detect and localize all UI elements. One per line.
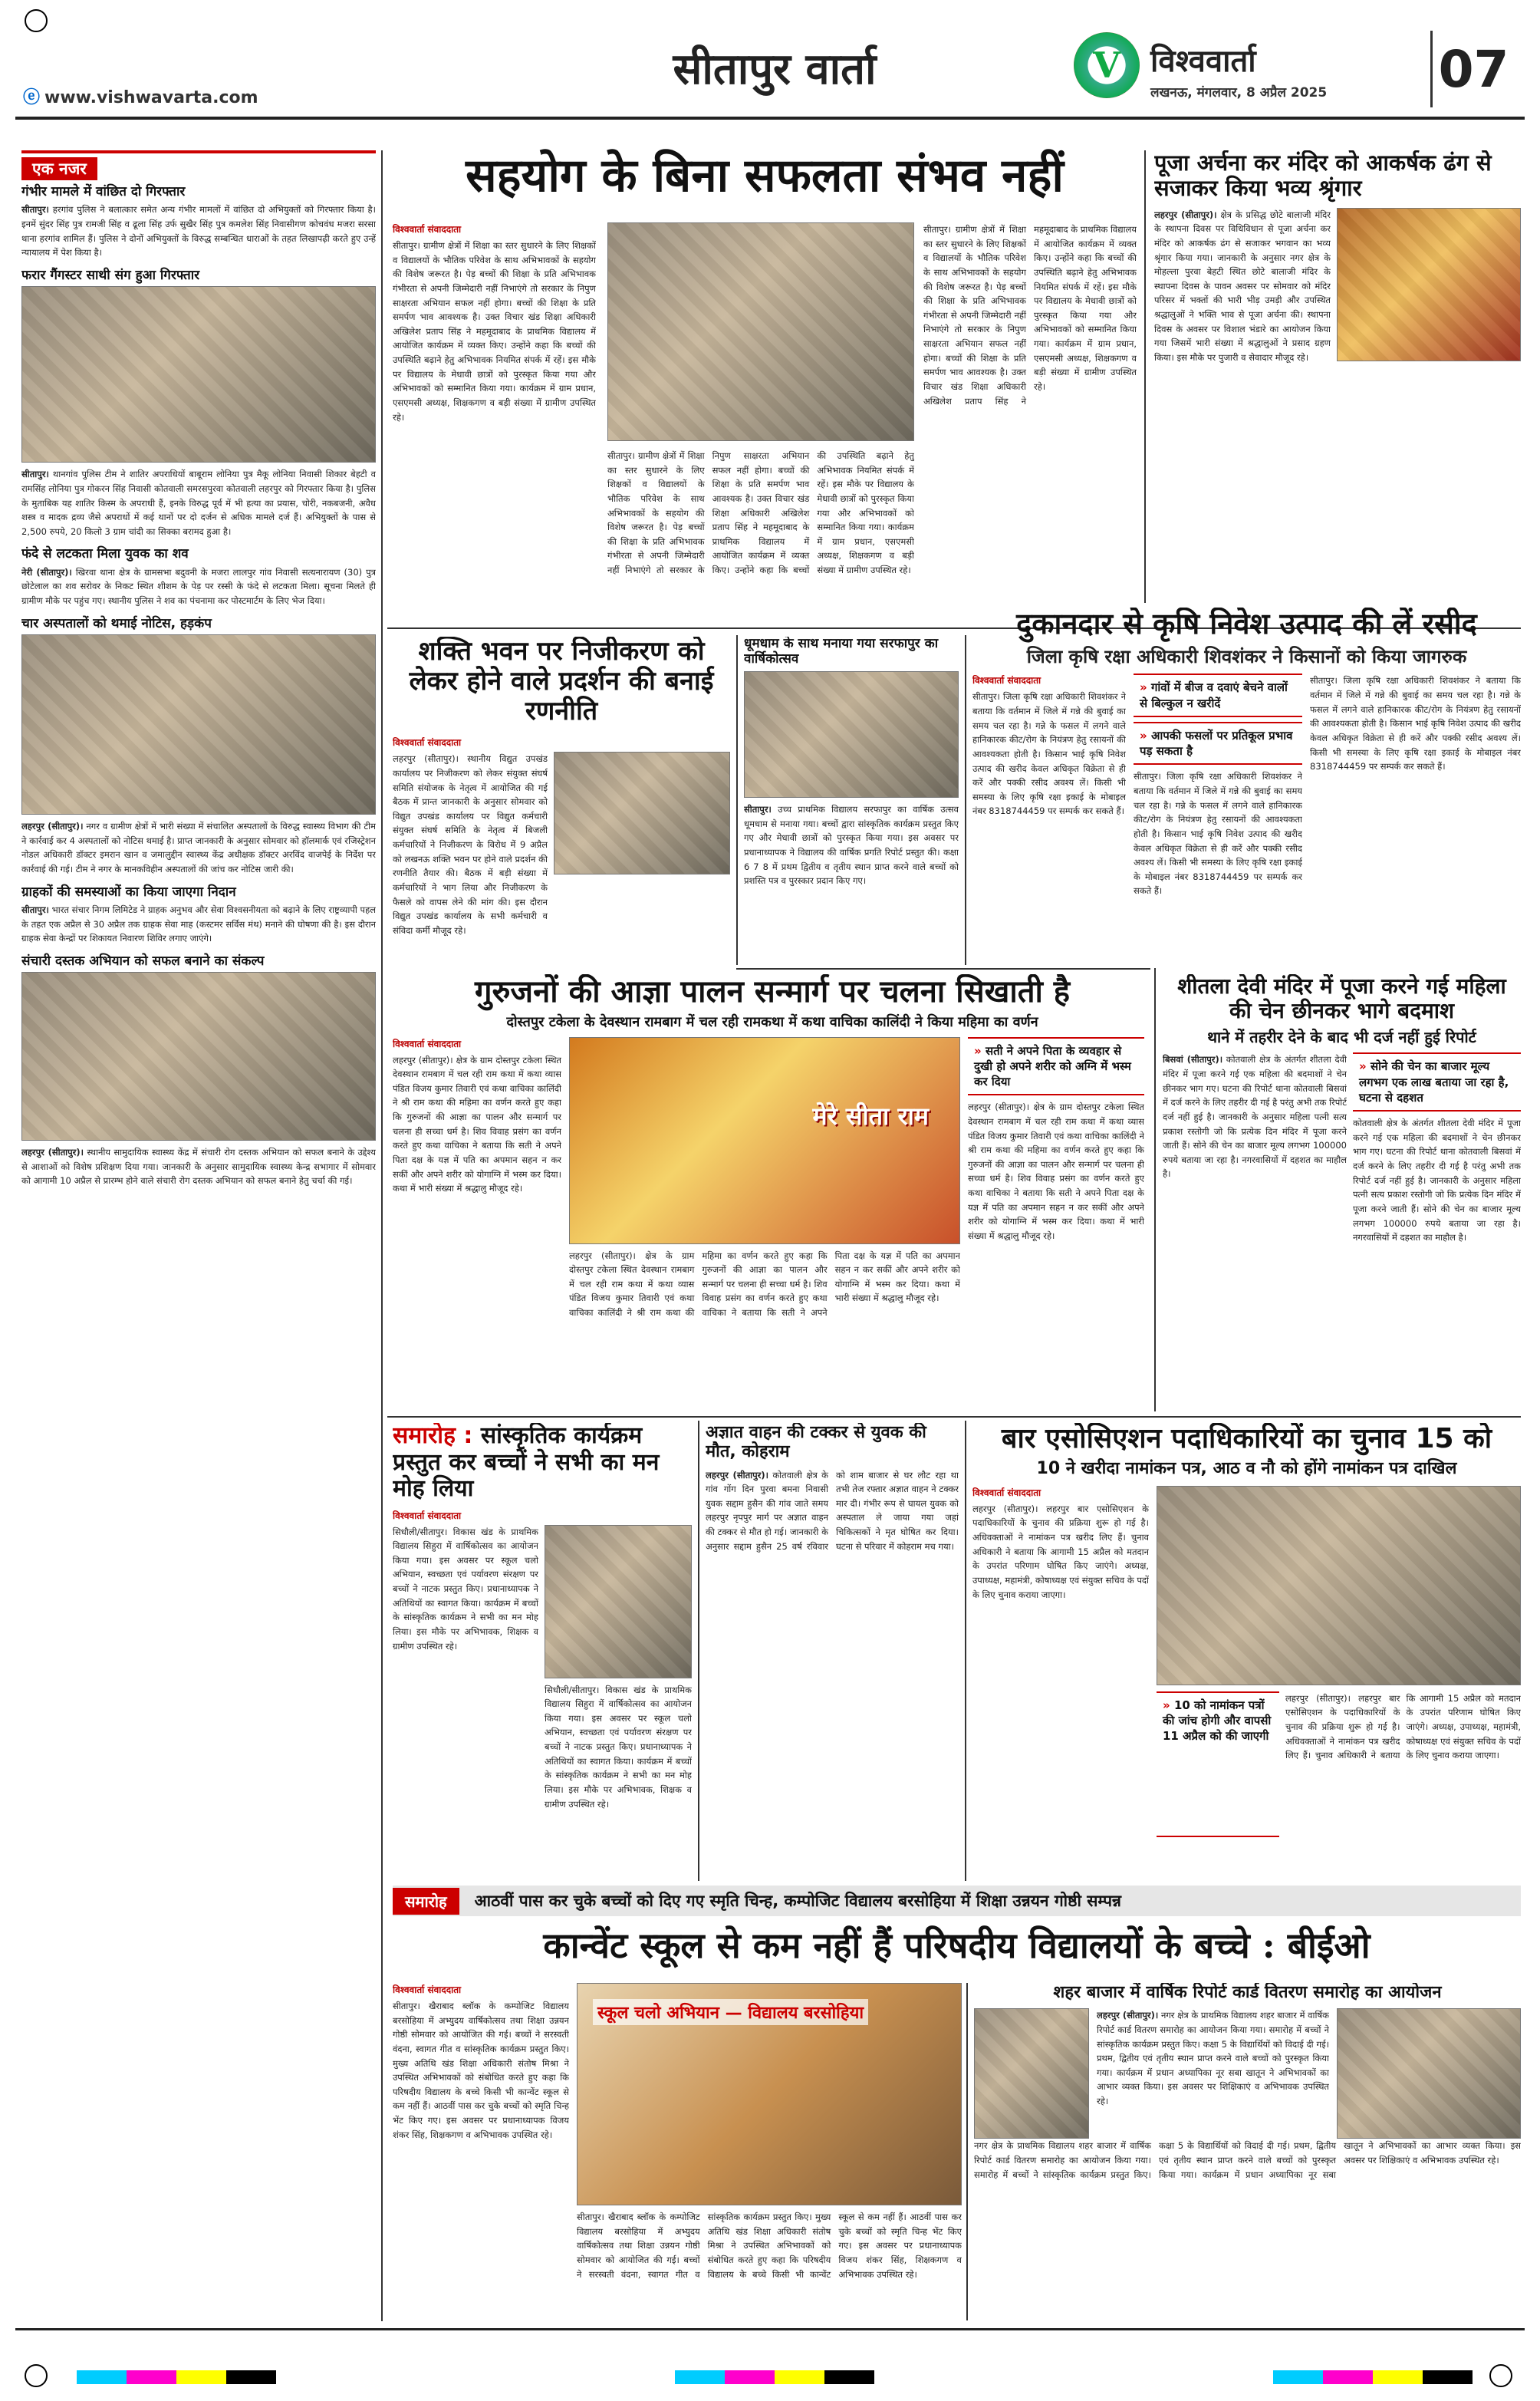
column-rule <box>736 635 738 965</box>
article-body: नगर व ग्रामीण क्षेत्रों में भारी संख्या में संचालित अस्पतालों के विरुद्ध स्वास्थ्य विभाग की टीम ने कार्रवाई कर 4 अस्पतालों को नोटिस थमाई है। प्राप्त जानकारी के अनुसार सोमवार को हॉलमार्क एवं रजिस्ट्रेशन नोडल अधिकारी डॉक्टर इमरान खान व जमालुद्दीन स्वास्थ्य केंद्र अधीक्षक डॉक्टर अरविंद वाजपेई के निर्देश पर कार्रवाई की गई। टीम ने नगर के मानकविहीन अस्पतालों की जांच कर नोटिस जारी की। <box>21 821 376 874</box>
shahar-headline: शहर बाजार में वार्षिक रिपोर्ट कार्ड वितरण समारोह का आयोजन <box>1053 1983 1442 2002</box>
section-title: सीतापुर वार्ता <box>673 44 877 94</box>
article-body-cont: लहरपुर (सीतापुर)। लहरपुर बार एसोसिएशन के पदाधिकारियों के चुनाव की प्रक्रिया शुरू हो गई है। अधिवक्ताओं ने नामांकन पत्र खरीद लिए हैं। चुनाव अधिकारी ने बताया कि आगामी 15 अप्रैल को मतदान के उपरांत परिणाम घोषित किए जाएंगे। अध्यक्ष, उपाध्यक्ष, महामंत्री, कोषाध्यक्ष एवं संयुक्त सचिव के पदों के लिए चुनाव कराया जाएगा। <box>1285 1692 1521 1761</box>
strip-text: आठवीं पास कर चुके बच्चों को दिए गए स्मृति चिन्ह, कम्पोजिट विद्यालय बरसोहिया में शिक्षा उन्नयन गोष्ठी सम्पन्न <box>474 1892 1122 1910</box>
section-rule <box>736 968 1150 970</box>
sheetla-subhead: थाने में तहरीर देने के बाद भी दर्ज नहीं हुई रिपोर्ट <box>1207 1028 1476 1047</box>
lead-article <box>393 222 1137 621</box>
sidebar-header: एक नजर <box>21 150 376 179</box>
sidebar-item-title: गंभीर मामले में वांछित दो गिरफ्तार <box>21 184 186 199</box>
dateline: लहरपुर (सीतापुर)। <box>21 1147 84 1158</box>
article-body-cont: कोतवाली क्षेत्र के अंतर्गत शीतला देवी मंदिर में पूजा करने गई एक महिला की बदमाशों ने चेन छीनकर भाग गए। घटना की रिपोर्ट थाना कोतवाली बिसवां में दर्ज करने के लिए तहरीर दी गई है परंतु अभी तक रिपोर्ट दर्ज नहीं हुई है। जानकारी के अनुसार महिला पत्नी सत्य प्रकाश रस्तोगी जो कि प्रत्येक दिन मंदिर में पूजा करने जाती हैं। सोने की चेन का बाजार मूल्य लगभग 100000 रुपये बताया जा रहा है। नगरवासियों में दहशत का माहौल है। <box>1353 1118 1521 1243</box>
sheetla-headline: शीतला देवी मंदिर में पूजा करने गई महिला की चेन छीनकर भागे बदमाश <box>1177 974 1506 1024</box>
article-body: कोतवाली क्षेत्र के अंतर्गत शीतला देवी मंदिर में पूजा करने गई एक महिला की बदमाशों ने चेन छीनकर भाग गए। घटना की रिपोर्ट थाना कोतवाली बिसवां में दर्ज करने के लिए तहरीर दी गई है परंतु अभी तक रिपोर्ट दर्ज नहीं हुई है। जानकारी के अनुसार महिला पत्नी सत्य प्रकाश रस्तोगी जो कि प्रत्येक दिन मंदिर में पूजा करने जाती हैं। सोने की चेन का बाजार मूल्य लगभग 100000 रुपये बताया जा रहा है। नगरवासियों में दहशत का माहौल है। <box>1163 1054 1347 1180</box>
sheetla-article <box>1163 974 1521 1411</box>
color-bar-left <box>77 2370 276 2384</box>
photo-report-card <box>974 2008 1089 2139</box>
photo-hospital <box>21 634 376 815</box>
column-rule <box>1144 150 1146 603</box>
article-body-cont: लहरपुर (सीतापुर)। क्षेत्र के ग्राम दोस्तपुर टकेला स्थित देवस्थान रामबाग में चल रही राम कथा में कथा व्यास पंडित विजय कुमार तिवारी एवं कथा वाचिका कालिंदी ने श्री राम कथा की महिमा का वर्णन करते हुए कहा कि गुरुजनों की आज्ञा का पालन और सन्मार्ग पर चलना ही सच्चा धर्म है। शिव विवाह प्रसंग का वर्णन करते हुए कथा वाचिका ने बताया कि सती ने अपने पिता दक्ष के यज्ञ में पति का अपमान सहन न कर सकीं और अपने शरीर को योगाग्नि में भस्म कर दिया। कथा में भारी संख्या में श्रद्धालु मौजूद रहे। <box>569 1250 960 1319</box>
globe-icon: ⓔ <box>23 88 41 107</box>
article-body-cont: सीतापुर। खैराबाद ब्लॉक के कम्पोजिट विद्यालय बरसोहिया में अभ्युदय वार्षिकोत्सव तथा शिक्षा उन्नयन गोष्ठी सोमवार को आयोजित की गई। बच्चों ने सरस्वती वंदना, स्वागत गीत व सांस्कृतिक कार्यक्रम प्रस्तुत किए। मुख्य अतिथि खंड शिक्षा अधिकारी संतोष मिश्रा ने उपस्थित अभिभावकों को संबोधित करते हुए कहा कि परिषदीय विद्यालय के बच्चे किसी भी कान्वेंट स्कूल से कम नहीं हैं। आठवीं पास कर चुके बच्चों को स्मृति चिन्ह भेंट किए गए। इस अवसर पर प्रधानाध्यापक विजय शंकर सिंह, शिक्षकगण व अभिभावक उपस्थित रहे। <box>577 2212 962 2280</box>
convent-article <box>393 1983 962 2320</box>
dateline: सीतापुर। <box>21 204 49 216</box>
article-body-cont: सिधौली/सीतापुर। विकास खंड के प्राथमिक विद्यालय सिहुरा में वार्षिकोत्सव का आयोजन किया गया। इस अवसर पर स्कूल चलो अभियान, स्वच्छता एवं पर्यावरण संरक्षण पर बच्चों ने नाटक प्रस्तुत किए। प्रधानाध्यापक ने अतिथियों का स्वागत किया। कार्यक्रम में बच्चों के सांस्कृतिक कार्यक्रम ने सभी का मन मोह लिया। इस मौके पर अभिभावक, शिक्षक व ग्रामीण उपस्थित रहे। <box>545 1684 692 1810</box>
sidebar-item-title: संचारी दस्तक अभियान को सफल बनाने का संकल्प <box>21 953 265 969</box>
banner-text: स्कूल चलो अभियान — विद्यालय बरसोहिया <box>593 1999 868 2025</box>
sidebar-item-title: फरार गैंगस्टर साथी संग हुआ गिरफ्तार <box>21 267 200 283</box>
article-body: सीतापुर। जिला कृषि रक्षा अधिकारी शिवशंकर ने बताया कि वर्तमान में जिले में गन्ने की बुवाई का समय चल रहा है। गन्ने के फसल में लगने वाले हानिकारक कीट/रोग के नियंत्रण हेतु रसायनों की आवश्यकता होती है। किसान भाई कृषि निवेश उत्पाद की खरीद केवल अधिकृत विक्रेता से ही करें और पक्की रसीद अवश्य लें। किसी भी समस्या के लिए कृषि रक्षा इकाई के मोबाइल नंबर 8318744459 पर सम्पर्क कर सकते हैं। <box>972 691 1126 817</box>
registration-mark-right <box>1488 2363 1515 2390</box>
article-body: स्थानीय सामुदायिक स्वास्थ्य केंद्र में संचारी रोग दस्तक अभियान को सफल बनाने के उद्देश्य से आशाओं को विशेष प्रशिक्षण दिया गया। जानकारी के अनुसार सामुदायिक स्वास्थ्य केन्द्र सभागार में सोमवार को आगामी 10 अप्रैल से प्रारम्भ होने वाले संचारी रोग दस्तक अभियान को सफल बनाने हेतु चर्चा की गई। <box>21 1147 376 1187</box>
sidebar-item-title: चार अस्पतालों को थमाई नोटिस, हड़कंप <box>21 615 212 631</box>
article-body: सिधौली/सीतापुर। विकास खंड के प्राथमिक विद्यालय सिहुरा में वार्षिकोत्सव का आयोजन किया गया। इस अवसर पर स्कूल चलो अभियान, स्वच्छता एवं पर्यावरण संरक्षण पर बच्चों ने नाटक प्रस्तुत किए। प्रधानाध्यापक ने अतिथियों का स्वागत किया। कार्यक्रम में बच्चों के सांस्कृतिक कार्यक्रम ने सभी का मन मोह लिया। इस मौके पर अभिभावक, शिक्षक व ग्रामीण उपस्थित रहे। <box>393 1526 538 1652</box>
brand-name: विश्ववार्ता <box>1150 44 1256 79</box>
convent-headline: कान्वेंट स्कूल से कम नहीं हैं परिषदीय विद्यालयों के बच्चे : बीईओ <box>543 1925 1371 1966</box>
column-rule <box>965 635 966 965</box>
byline: विश्ववार्ता संवाददाता <box>393 1038 462 1049</box>
pull-quote: » सती ने अपने पिता के व्यवहार से दुखी हो अपने शरीर को अग्नि में भस्म कर दिया <box>968 1037 1144 1096</box>
krishi-article <box>972 608 1521 965</box>
photo-ramkatha <box>569 1037 960 1244</box>
article-body-cont: सीतापुर। ग्रामीण क्षेत्रों में शिक्षा का स्तर सुधारने के लिए शिक्षकों व विद्यालयों के भौतिक परिवेश के साथ अभिभावकों के सहयोग की विशेष जरूरत है। पेड़ बच्चों की शिक्षा के प्रति अभिभावक गंभीरता से अपनी जिम्मेदारी नहीं निभाएंगे तो सरकार के निपुण साक्षरता अभियान सफल नहीं होगा। बच्चों की शिक्षा के प्रति समर्पण भाव आवश्यक है। उक्त विचार खंड शिक्षा अधिकारी अखिलेश प्रताप सिंह ने महमूदाबाद के प्राथमिक विद्यालय में आयोजित कार्यक्रम में व्यक्त किए। उन्होंने कहा कि बच्चों की उपस्थिति बढ़ाने हेतु अभिभावक नियमित संपर्क में रहें। इस मौके पर विद्यालय के मेधावी छात्रों को पुरस्कृत किया गया और अभिभावकों को सम्मानित किया गया। कार्यक्रम में ग्राम प्रधान, एसएमसी अध्यक्ष, शिक्षकगण व बड़ी संख्या में ग्रामीण उपस्थित रहे। <box>607 450 914 575</box>
varshik-article <box>744 637 959 967</box>
byline: विश्ववार्ता संवाददाता <box>972 675 1041 687</box>
guru-headline: गुरुजनों की आज्ञा पालन सन्मार्ग पर चलना सिखाती है <box>474 974 1071 1009</box>
bar-subhead: 10 ने खरीदा नामांकन पत्र, आठ व नौ को होंगे नामांकन पत्र दाखिल <box>1036 1459 1457 1479</box>
dateline: सीतापुर। <box>744 804 772 815</box>
article-body: सीतापुर। ग्रामीण क्षेत्रों में शिक्षा का स्तर सुधारने के लिए शिक्षकों व विद्यालयों के भौतिक परिवेश के साथ अभिभावकों के सहयोग की विशेष जरूरत है। पेड़ बच्चों की शिक्षा के प्रति अभिभावक गंभीरता से अपनी जिम्मेदारी नहीं निभाएंगे तो सरकार के निपुण साक्षरता अभियान सफल नहीं होगा। बच्चों की शिक्षा के प्रति समर्पण भाव आवश्यक है। उक्त विचार खंड शिक्षा अधिकारी अखिलेश प्रताप सिंह ने महमूदाबाद के प्राथमिक विद्यालय में आयोजित कार्यक्रम में व्यक्त किए। उन्होंने कहा कि बच्चों की उपस्थिति बढ़ाने हेतु अभिभावक नियमित संपर्क में रहें। इस मौके पर विद्यालय के मेधावी छात्रों को पुरस्कृत किया गया और अभिभावकों को सम्मानित किया गया। कार्यक्रम में ग्राम प्रधान, एसएमसी अध्यक्ष, शिक्षकगण व बड़ी संख्या में ग्रामीण उपस्थित रहे। <box>393 240 596 423</box>
dateline: लहरपुर (सीतापुर)। <box>1154 209 1217 220</box>
column-rule <box>1154 968 1156 1411</box>
registration-mark-bottom <box>23 2363 51 2390</box>
photo-temple <box>1337 208 1521 361</box>
masthead-rule <box>15 117 1525 120</box>
byline: विश्ववार्ता संवाददाता <box>393 224 462 235</box>
sidebar-item <box>21 546 376 608</box>
photo-meeting <box>554 752 730 874</box>
banner-text: मेरे सीता राम <box>812 1101 929 1131</box>
logo-v-icon: V <box>1093 44 1120 86</box>
arrow-icon: » <box>1140 728 1147 743</box>
article-body: क्षेत्र के प्रसिद्ध छोटे बालाजी मंदिर के स्थापना दिवस पर विधिविधान से पूजा अर्चना कर मंदिर को आकर्षक ढंग से सजाकर भगवान का भव्य श्रृंगार किया गया। जानकारी के अनुसार नगर क्षेत्र के मोहल्ला पुरवा बेहटी स्थित छोटे बालाजी मंदिर के स्थापना दिवस के पावन अवसर पर सोमवार को मंदिर परिसर में भक्तों की भारी भीड़ उमड़ी और उपस्थित श्रद्धालुओं ने भक्ति भाव से पूजा अर्चना की। स्थापना दिवस के अवसर पर विशाल भंडारे का आयोजन किया गया जिसमें भारी संख्या में श्रद्धालुओं ने प्रसाद ग्रहण किया। इस मौके पर पुजारी व सेवादार मौजूद रहे। <box>1154 209 1331 363</box>
color-bar-center <box>675 2370 874 2384</box>
sidebar-item-title: ग्राहकों की समस्याओं का किया जाएगा निदान <box>21 884 236 900</box>
article-body: खिरवा थाना क्षेत्र के ग्रामसभा बदुवनी के मजरा लालपुर गांव निवासी सत्यनारायण (30) पुत्र छोटेलाल का शव सरोवर के निकट स्थित शीशम के पेड़ पर रस्सी के फंदे से लटकता मिला। सूचना मिलते ही ग्रामीण मौके पर पहुंच गए। स्थानीय पुलिस ने शव का पंचनामा कर पोस्टमार्टम के लिए भेज दिया। <box>21 566 376 607</box>
website-url[interactable]: ⓔ www.vishwavarta.com <box>23 88 258 107</box>
dateline: बिसवां (सीतापुर)। <box>1163 1054 1223 1065</box>
accident-article <box>706 1423 959 1883</box>
article-body: हरगांव पुलिस ने बलात्कार समेत अन्य गंभीर मामलों में वांछित दो अभियुक्तों को गिरफ्तार किया है। इनमें सुंदर सिंह पुत्र रामजी सिंह व ढूला सिंह उर्फ सुखैर सिंह पुत्र कमलेश सिंह निवासीगण कोचवंध मजरा सरसा थाना हरगांव शामिल हैं। पुलिस ने दोनों अभियुक्तों के विरुद्ध सम्बन्धित धाराओं के तहत लिखापढ़ी करते हुए उन्हें न्यायालय में पेश किया है। <box>21 204 376 259</box>
photo-students <box>1337 2008 1521 2139</box>
article-body-cont: नगर क्षेत्र के प्राथमिक विद्यालय शहर बाजार में वार्षिक रिपोर्ट कार्ड वितरण समारोह का आयोजन किया गया। समारोह में बच्चों ने सांस्कृतिक कार्यक्रम प्रस्तुत किए। कक्षा 5 के विद्यार्थियों को विदाई दी गई। प्रथम, द्वितीय एवं तृतीय स्थान प्राप्त करने वाले बच्चों को पुरस्कृत किया गया। कार्यक्रम में प्रधान अध्यापिका नूर सबा खातून ने अभिभावकों का आभार व्यक्त किया। इस अवसर पर शिक्षिकाएं व अभिभावक उपस्थित रहे। <box>974 2140 1521 2180</box>
puja-headline: पूजा अर्चना कर मंदिर को आकर्षक ढंग से सजाकर किया भव्य श्रृंगार <box>1154 150 1492 202</box>
lead-headline: सहयोग के बिना सफलता संभव नहीं <box>466 149 1064 203</box>
bar-headline: बार एसोसिएशन पदाधिकारियों का चुनाव 15 को <box>1001 1423 1492 1454</box>
samaroh-headline: समारोह : सांस्कृतिक कार्यक्रम प्रस्तुत कर बच्चों ने सभी का मन मोह लिया <box>393 1423 660 1502</box>
pull-quote: » आपकी फसलों पर प्रतिकूल प्रभाव पड़ सकता है <box>1134 722 1302 766</box>
column-rule <box>381 150 383 2321</box>
accident-headline: अज्ञात वाहन की टक्कर से युवक की मौत, कोहराम <box>706 1423 926 1462</box>
dateline: सीतापुर। <box>21 469 49 480</box>
footer-rule <box>15 2328 1525 2330</box>
krishi-headline: दुकानदार से कृषि निवेश उत्पाद की लें रसीद <box>1016 608 1477 641</box>
article-body: सीतापुर। खैराबाद ब्लॉक के कम्पोजिट विद्यालय बरसोहिया में अभ्युदय वार्षिकोत्सव तथा शिक्षा उन्नयन गोष्ठी सोमवार को आयोजित की गई। बच्चों ने सरस्वती वंदना, स्वागत गीत व सांस्कृतिक कार्यक्रम प्रस्तुत किए। मुख्य अतिथि खंड शिक्षा अधिकारी संतोष मिश्रा ने उपस्थित अभिभावकों को संबोधित करते हुए कहा कि परिषदीय विद्यालय के बच्चे किसी भी कान्वेंट स्कूल से कम नहीं हैं। आठवीं पास कर चुके बच्चों को स्मृति चिन्ह भेंट किए गए। इस अवसर पर प्रधानाध्यापक विजय शंकर सिंह, शिक्षकगण व अभिभावक उपस्थित रहे। <box>393 2001 569 2140</box>
article-body: लहरपुर (सीतापुर)। क्षेत्र के ग्राम दोस्तपुर टकेला स्थित देवस्थान रामबाग में चल रही राम कथा में कथा व्यास पंडित विजय कुमार तिवारी एवं कथा वाचिका कालिंदी ने श्री राम कथा की महिमा का वर्णन करते हुए कहा कि गुरुजनों की आज्ञा का पालन और सन्मार्ग पर चलना ही सच्चा धर्म है। शिव विवाह प्रसंग का वर्णन करते हुए कथा वाचिका ने बताया कि सती ने अपने पिता दक्ष के यज्ञ में पति का अपमान सहन न कर सकीं और अपने शरीर को योगाग्नि में भस्म कर दिया। कथा में भारी संख्या में श्रद्धालु मौजूद रहे। <box>393 1054 561 1194</box>
photo-training <box>21 972 376 1141</box>
section-rule <box>387 1416 1521 1418</box>
article-body: लहरपुर (सीतापुर)। स्थानीय विद्युत उपखंड कार्यालय पर निजीकरण को लेकर संयुक्त संघर्ष समिति संयोजक के नेतृत्व में आयोजित की गई बैठक में प्रान्त जानकारी के अनुसार सोमवार को विद्युत उपखंड कार्यालय पर विद्युत कर्मचारी संयुक्त संघर्ष समिति के नेतृत्व में बिजली कर्मचारियों ने निजीकरण के विरोध में 9 अप्रैल को लखनऊ शक्ति भवन पर होने वाले प्रदर्शन की रणनीति तैयार की। बैठक में बड़ी संख्या में कर्मचारियों ने भाग लिया और निजीकरण के फैसले को वापस लेने की मांग की। इस दौरान विद्युत उपखंड कार्यालय के सभी कर्मचारी व संविदा कर्मी मौजूद रहे। <box>393 753 548 936</box>
sidebar <box>21 150 376 2321</box>
article-body: भारत संचार निगम लिमिटेड ने ग्राहक अनुभव और सेवा विश्वसनीयता को बढ़ाने के लिए राष्ट्रव्यापी पहल के तहत एक अप्रैल से 30 अप्रैल तक ग्राहक सेवा माह (कस्टमर सर्विस मंथ) मनाने की घोषणा की है। इस दौरान ग्राहक सेवा केन्द्रों पर शिकायत निवारण शिविर लगाए जाएंगे। <box>21 904 376 944</box>
photo-rally <box>545 1525 692 1678</box>
page-number: 07 <box>1430 31 1515 107</box>
article-body: थानगांव पुलिस टीम ने शातिर अपराधियों बाबूराम लोनिया पुत्र मैकू लोनिया निवासी शिकार बेहटी व रामसिंह लोनिया पुत्र गोकरन सिंह निवासी कोतवाली समरसपुरवा कोतवाली लहरपुर को गिरफ्तार किया है। पुलिस के मुताबिक यह शातिर किस्म के अपराधी हैं, इनके विरुद्ध पूर्व में भी हत्या का प्रयास, चोरी, नकबजनी, अवैध शस्त्र व मादक द्रव्य जैसे अपराधों में कई थानों पर दो दर्जन से अधिक मामले दर्ज हैं। अभियुक्तों के पास से 2,500 रुपये, 20 किलो 3 ग्राम चांदी का सिक्का बरामद हुआ है। <box>21 469 376 537</box>
brand-logo <box>1074 32 1140 98</box>
sidebar-item <box>21 953 376 1188</box>
dateline: लहरपुर (सीतापुर)। <box>21 821 84 832</box>
samaroh-article <box>393 1423 692 1945</box>
shahar-article <box>974 1983 1521 2320</box>
dateline: लखनऊ, मंगलवार, 8 अप्रैल 2025 <box>1150 85 1328 100</box>
arrow-icon: » <box>1359 1059 1367 1074</box>
photo-lead-ceremony <box>607 222 914 441</box>
guru-subhead: दोस्तपुर टकेला के देवस्थान रामबाग में चल रही रामकथा में कथा वाचिका कालिंदी ने किया महिमा का वर्णन <box>506 1014 1038 1030</box>
byline: विश्ववार्ता संवाददाता <box>972 1487 1041 1498</box>
column-rule <box>965 1421 966 1881</box>
arrow-icon: » <box>1163 1698 1170 1712</box>
arrow-icon: » <box>1140 680 1147 695</box>
shakti-headline: शक्ति भवन पर निजीकरण को लेकर होने वाले प्रदर्शन की बनाई रणनीति <box>409 637 714 727</box>
article-body: उच्च प्राथमिक विद्यालय सरफापुर का वार्षिक उत्सव धूमधाम से मनाया गया। बच्चों द्वारा सांस्कृतिक कार्यक्रम प्रस्तुत किए गए और मेधावी छात्रों को पुरस्कृत किया गया। इस अवसर पर प्रधानाध्यापक ने विद्यालय की वार्षिक प्रगति रिपोर्ट प्रस्तुत की। कक्षा 6 7 8 में प्रथम द्वितीय व तृतीय स्थान प्राप्त करने वाले बच्चों को प्रशस्ति पत्र व पुरस्कार प्रदान किए गए। <box>744 804 959 887</box>
article-body-cont: सीतापुर। ग्रामीण क्षेत्रों में शिक्षा का स्तर सुधारने के लिए शिक्षकों व विद्यालयों के भौतिक परिवेश के साथ अभिभावकों के सहयोग की विशेष जरूरत है। पेड़ बच्चों की शिक्षा के प्रति अभिभावक गंभीरता से अपनी जिम्मेदारी नहीं निभाएंगे तो सरकार के निपुण साक्षरता अभियान सफल नहीं होगा। बच्चों की शिक्षा के प्रति समर्पण भाव आवश्यक है। उक्त विचार खंड शिक्षा अधिकारी अखिलेश प्रताप सिंह ने महमूदाबाद के प्राथमिक विद्यालय में आयोजित कार्यक्रम में व्यक्त किए। उन्होंने कहा कि बच्चों की उपस्थिति बढ़ाने हेतु अभिभावक नियमित संपर्क में रहें। इस मौके पर विद्यालय के मेधावी छात्रों को पुरस्कृत किया गया और अभिभावकों को सम्मानित किया गया। कार्यक्रम में ग्राम प्रधान, एसएमसी अध्यक्ष, शिक्षकगण व बड़ी संख्या में ग्रामीण उपस्थित रहे। <box>923 224 1137 407</box>
pull-quote: » गांवों में बीज व दवाएं बेचने वालों से बिल्कुल न खरीदें <box>1134 674 1302 717</box>
photo-arrest <box>21 286 376 463</box>
sidebar-item <box>21 268 376 539</box>
samaroh-tag: समारोह : <box>393 1423 473 1449</box>
photo-school-award <box>577 1983 962 2205</box>
article-body: नगर क्षेत्र के प्राथमिक विद्यालय शहर बाजार में वार्षिक रिपोर्ट कार्ड वितरण समारोह का आयोजन किया गया। समारोह में बच्चों ने सांस्कृतिक कार्यक्रम प्रस्तुत किए। कक्षा 5 के विद्यार्थियों को विदाई दी गई। प्रथम, द्वितीय एवं तृतीय स्थान प्राप्त करने वाले बच्चों को पुरस्कृत किया गया। कार्यक्रम में प्रधान अध्यापिका नूर सबा खातून ने अभिभावकों का आभार व्यक्त किया। इस अवसर पर शिक्षिकाएं व अभिभावक उपस्थित रहे। <box>1097 2010 1329 2107</box>
pull-quote: » 10 को नामांकन पत्रों की जांच होगी और वापसी 11 अप्रैल को की जाएगी <box>1157 1691 1279 1837</box>
byline: विश्ववार्ता संवाददाता <box>393 1984 462 1995</box>
varshik-headline: धूमधाम के साथ मनाया गया सरफापुर का वार्षिकोत्सव <box>744 637 939 667</box>
byline: विश्ववार्ता संवाददाता <box>393 737 462 749</box>
article-body: कोतवाली क्षेत्र के गांव गोंग दिन पुरवा बमना निवासी युवक सद्दाम हुसैन की गांव जाते समय लहरपुर नृपपुर मार्ग पर अज्ञात वाहन की टक्कर से मौत हो गई। जानकारी के अनुसार सद्दाम हुसैन 25 वर्ष रविवार को शाम बाजार से घर लौट रहा था तभी तेज रफ्तार अज्ञात वाहन ने टक्कर मार दी। गंभीर रूप से घायल युवक को अस्पताल ले जाया गया जहां चिकित्सकों ने मृत घोषित कर दिया। घटना से परिवार में कोहराम मच गया। <box>706 1469 959 1552</box>
photo-lawyers <box>1157 1486 1521 1685</box>
strip-tag: समारोह <box>393 1888 459 1915</box>
photo-school-event <box>744 671 959 798</box>
dateline: लहरपुर (सीतापुर)। <box>1097 2010 1159 2021</box>
guru-article <box>393 974 1152 1411</box>
sidebar-item-title: फंदे से लटकता मिला युवक का शव <box>21 546 189 562</box>
arrow-icon: » <box>974 1043 982 1058</box>
section-banner <box>537 23 1012 111</box>
sidebar-item <box>21 884 376 946</box>
article-body: लहरपुर (सीतापुर)। लहरपुर बार एसोसिएशन के पदाधिकारियों के चुनाव की प्रक्रिया शुरू हो गई है। अधिवक्ताओं ने नामांकन पत्र खरीद लिए हैं। चुनाव अधिकारी ने बताया कि आगामी 15 अप्रैल को मतदान के उपरांत परिणाम घोषित किए जाएंगे। अध्यक्ष, उपाध्यक्ष, महामंत्री, कोषाध्यक्ष एवं संयुक्त सचिव के पदों के लिए चुनाव कराया जाएगा। <box>972 1503 1149 1600</box>
sidebar-item <box>21 184 376 260</box>
puja-article <box>1154 150 1521 603</box>
registration-mark-left <box>23 8 51 35</box>
samaroh-strip <box>393 1886 1521 1916</box>
pull-quote: » सोने की चेन का बाजार मूल्य लगभग एक लाख बताया जा रहा है, घटना से दहशत <box>1353 1052 1521 1112</box>
article-body-cont: लहरपुर (सीतापुर)। क्षेत्र के ग्राम दोस्तपुर टकेला स्थित देवस्थान रामबाग में चल रही राम कथा में कथा व्यास पंडित विजय कुमार तिवारी एवं कथा वाचिका कालिंदी ने श्री राम कथा की महिमा का वर्णन करते हुए कहा कि गुरुजनों की आज्ञा का पालन और सन्मार्ग पर चलना ही सच्चा धर्म है। शिव विवाह प्रसंग का वर्णन करते हुए कथा वाचिका ने बताया कि सती ने अपने पिता दक्ष के यज्ञ में पति का अपमान सहन न कर सकीं और अपने शरीर को योगाग्नि में भस्म कर दिया। कथा में भारी संख्या में श्रद्धालु मौजूद रहे। <box>968 1102 1144 1241</box>
byline: विश्ववार्ता संवाददाता <box>393 1510 462 1521</box>
bar-article <box>972 1423 1521 1883</box>
sidebar-item <box>21 616 376 877</box>
article-body-cont: सीतापुर। जिला कृषि रक्षा अधिकारी शिवशंकर ने बताया कि वर्तमान में जिले में गन्ने की बुवाई का समय चल रहा है। गन्ने के फसल में लगने वाले हानिकारक कीट/रोग के नियंत्रण हेतु रसायनों की आवश्यकता होती है। किसान भाई कृषि निवेश उत्पाद की खरीद केवल अधिकृत विक्रेता से ही करें और पक्की रसीद अवश्य लें। किसी भी समस्या के लिए कृषि रक्षा इकाई के मोबाइल नंबर 8318744459 पर सम्पर्क कर सकते हैं। <box>1310 675 1521 772</box>
krishi-subhead: जिला कृषि रक्षा अधिकारी शिवशंकर ने किसानों को किया जागरुक <box>1026 645 1467 667</box>
article-body-cont: सीतापुर। जिला कृषि रक्षा अधिकारी शिवशंकर ने बताया कि वर्तमान में जिले में गन्ने की बुवाई का समय चल रहा है। गन्ने के फसल में लगने वाले हानिकारक कीट/रोग के नियंत्रण हेतु रसायनों की आवश्यकता होती है। किसान भाई कृषि निवेश उत्पाद की खरीद केवल अधिकृत विक्रेता से ही करें और पक्की रसीद अवश्य लें। किसी भी समस्या के लिए कृषि रक्षा इकाई के मोबाइल नंबर 8318744459 पर सम्पर्क कर सकते हैं। <box>1134 771 1302 897</box>
column-rule <box>966 1983 968 2320</box>
color-bar-right <box>1273 2370 1473 2384</box>
dateline: नेरी (सीतापुर)। <box>21 566 72 578</box>
dateline: लहरपुर (सीतापुर)। <box>706 1469 768 1480</box>
dateline: सीतापुर। <box>21 904 49 915</box>
column-rule <box>698 1421 699 1881</box>
